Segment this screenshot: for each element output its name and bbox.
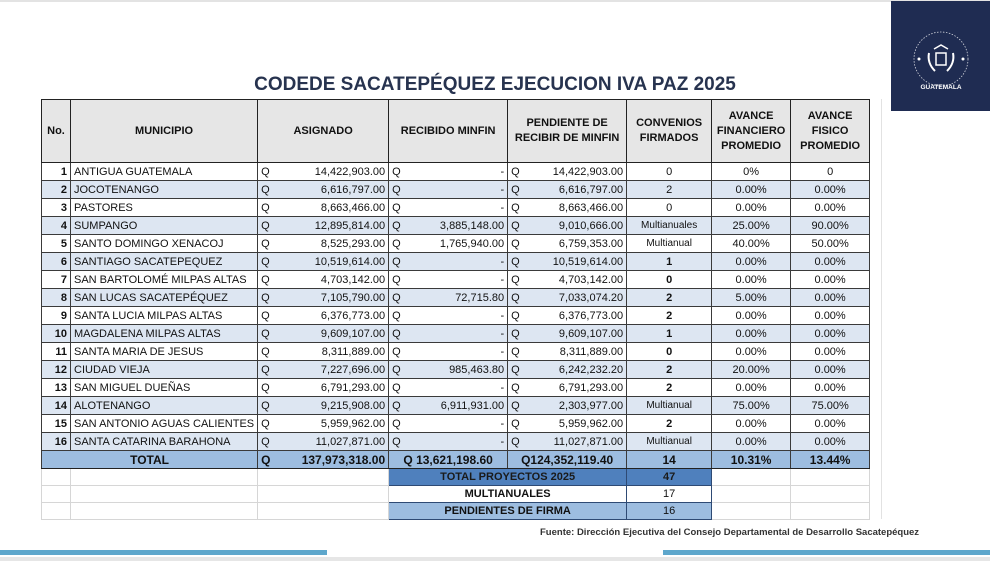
- row-number: 6: [42, 253, 71, 271]
- avance-fisico-value: 0.00%: [791, 307, 870, 325]
- municipio-name: SANTA MARIA DE JESUS: [71, 343, 258, 361]
- currency-symbol: Q: [258, 307, 275, 325]
- asignado-value: 7,227,696.00: [274, 361, 389, 379]
- currency-symbol: Q: [258, 271, 275, 289]
- summary-value: 17: [627, 486, 712, 503]
- total-recibido: Q 13,621,198.60: [389, 451, 508, 469]
- recibido-value: -: [405, 181, 508, 199]
- currency-symbol: Q: [389, 397, 406, 415]
- asignado-value: 8,525,293.00: [274, 235, 389, 253]
- top-border: [0, 0, 990, 2]
- municipio-name: SANTA LUCIA MILPAS ALTAS: [71, 307, 258, 325]
- asignado-value: 10,519,614.00: [274, 253, 389, 271]
- municipio-name: PASTORES: [71, 199, 258, 217]
- recibido-value: -: [405, 379, 508, 397]
- municipio-name: SANTIAGO SACATEPEQUEZ: [71, 253, 258, 271]
- header-municipio: MUNICIPIO: [71, 100, 258, 163]
- row-number: 2: [42, 181, 71, 199]
- avance-financiero-value: 75.00%: [712, 397, 791, 415]
- row-number: 9: [42, 307, 71, 325]
- avance-financiero-value: 0.00%: [712, 307, 791, 325]
- avance-financiero-value: 0.00%: [712, 199, 791, 217]
- table-row: [42, 325, 870, 343]
- currency-symbol: Q: [258, 325, 275, 343]
- header-no: No.: [42, 100, 71, 163]
- convenios-value: Multianuales: [627, 217, 712, 235]
- avance-financiero-value: 0.00%: [712, 325, 791, 343]
- asignado-value: 14,422,903.00: [274, 163, 389, 181]
- pendiente-value: 8,311,889.00: [524, 343, 627, 361]
- currency-symbol: Q: [508, 235, 525, 253]
- pendiente-value: 6,791,293.00: [524, 379, 627, 397]
- avance-fisico-value: 0.00%: [791, 379, 870, 397]
- asignado-value: 6,376,773.00: [274, 307, 389, 325]
- avance-financiero-value: 0.00%: [712, 415, 791, 433]
- page-title: [0, 74, 990, 96]
- currency-symbol: Q: [258, 343, 275, 361]
- table-row: [42, 361, 870, 379]
- avance-financiero-value: 0.00%: [712, 343, 791, 361]
- currency-symbol: Q: [508, 199, 525, 217]
- currency-symbol: Q: [258, 397, 275, 415]
- avance-fisico-value: 50.00%: [791, 235, 870, 253]
- row-number: 3: [42, 199, 71, 217]
- empty-cell: [42, 469, 71, 486]
- convenios-value: 0: [627, 163, 712, 181]
- currency-symbol: Q: [258, 451, 275, 469]
- currency-symbol: Q: [258, 379, 275, 397]
- avance-financiero-value: 40.00%: [712, 235, 791, 253]
- table-row: [42, 181, 870, 199]
- asignado-value: 6,616,797.00: [274, 181, 389, 199]
- asignado-value: 11,027,871.00: [274, 433, 389, 451]
- municipio-name: MAGDALENA MILPAS ALTAS: [71, 325, 258, 343]
- currency-symbol: Q: [508, 361, 525, 379]
- convenios-value: Multianual: [627, 397, 712, 415]
- recibido-value: 3,885,148.00: [405, 217, 508, 235]
- currency-symbol: Q: [508, 379, 525, 397]
- total-pendiente: Q124,352,119.40: [508, 451, 627, 469]
- pendiente-value: 6,376,773.00: [524, 307, 627, 325]
- avance-financiero-value: 0.00%: [712, 379, 791, 397]
- convenios-value: 2: [627, 307, 712, 325]
- page-title-text: CODEDE SACATEPÉQUEZ EJECUCION IVA PAZ 2025: [254, 74, 736, 95]
- convenios-value: 1: [627, 253, 712, 271]
- total-avance-financiero: 10.31%: [712, 451, 791, 469]
- table-row: [42, 397, 870, 415]
- convenios-value: Multianual: [627, 433, 712, 451]
- row-number: 11: [42, 343, 71, 361]
- currency-symbol: Q: [508, 325, 525, 343]
- row-number: 10: [42, 325, 71, 343]
- sheet-gridline: [881, 99, 882, 519]
- recibido-value: -: [405, 163, 508, 181]
- currency-symbol: Q: [258, 163, 275, 181]
- currency-symbol: Q: [508, 253, 525, 271]
- summary-row-pendientes-firma: [42, 503, 870, 520]
- currency-symbol: Q: [508, 415, 525, 433]
- currency-symbol: Q: [389, 163, 406, 181]
- total-avance-fisico: 13.44%: [791, 451, 870, 469]
- municipio-name: SANTA CATARINA BARAHONA: [71, 433, 258, 451]
- pendiente-value: 6,242,232.20: [524, 361, 627, 379]
- recibido-value: 72,715.80: [405, 289, 508, 307]
- table-row: [42, 271, 870, 289]
- asignado-value: 7,105,790.00: [274, 289, 389, 307]
- currency-symbol: Q: [258, 415, 275, 433]
- currency-symbol: Q: [258, 199, 275, 217]
- currency-symbol: Q: [258, 433, 275, 451]
- summary-label: TOTAL PROYECTOS 2025: [389, 469, 627, 486]
- currency-symbol: Q: [389, 217, 406, 235]
- table-row: [42, 199, 870, 217]
- recibido-value: -: [405, 307, 508, 325]
- avance-fisico-value: 0.00%: [791, 343, 870, 361]
- avance-fisico-value: 0.00%: [791, 415, 870, 433]
- currency-symbol: Q: [508, 307, 525, 325]
- header-recibido: RECIBIDO MINFIN: [389, 100, 508, 163]
- svg-text:GUATEMALA: GUATEMALA: [920, 84, 962, 91]
- accent-bar-left: [0, 550, 327, 555]
- currency-symbol: Q: [389, 271, 406, 289]
- municipio-name: CIUDAD VIEJA: [71, 361, 258, 379]
- avance-financiero-value: 25.00%: [712, 217, 791, 235]
- table-row: [42, 289, 870, 307]
- pendiente-value: 8,663,466.00: [524, 199, 627, 217]
- avance-fisico-value: 0.00%: [791, 433, 870, 451]
- recibido-value: 1,765,940.00: [405, 235, 508, 253]
- empty-cell: [71, 486, 258, 503]
- asignado-value: 4,703,142.00: [274, 271, 389, 289]
- table-row: [42, 253, 870, 271]
- currency-symbol: Q: [389, 181, 406, 199]
- row-number: 14: [42, 397, 71, 415]
- asignado-value: 12,895,814.00: [274, 217, 389, 235]
- empty-cell: [42, 503, 71, 520]
- recibido-value: 6,911,931.00: [405, 397, 508, 415]
- currency-symbol: Q: [389, 235, 406, 253]
- header-pendiente: PENDIENTE DE RECIBIR DE MINFIN: [508, 100, 627, 163]
- currency-symbol: Q: [389, 253, 406, 271]
- row-number: 4: [42, 217, 71, 235]
- asignado-value: 9,215,908.00: [274, 397, 389, 415]
- total-label: TOTAL: [42, 451, 258, 469]
- empty-cell: [258, 469, 389, 486]
- empty-cell: [71, 469, 258, 486]
- currency-symbol: Q: [389, 433, 406, 451]
- avance-fisico-value: 0.00%: [791, 181, 870, 199]
- currency-symbol: Q: [508, 181, 525, 199]
- empty-cell: [712, 503, 791, 520]
- accent-bar-right: [663, 550, 990, 555]
- header-avance-fisico: AVANCE FISICO PROMEDIO: [791, 100, 870, 163]
- summary-row-total-proyectos: [42, 469, 870, 486]
- empty-cell: [791, 469, 870, 486]
- row-number: 8: [42, 289, 71, 307]
- convenios-value: Multianual: [627, 235, 712, 253]
- row-number: 7: [42, 271, 71, 289]
- convenios-value: 0: [627, 199, 712, 217]
- empty-cell: [712, 469, 791, 486]
- convenios-value: 1: [627, 325, 712, 343]
- municipio-name: ANTIGUA GUATEMALA: [71, 163, 258, 181]
- recibido-value: -: [405, 271, 508, 289]
- currency-symbol: Q: [258, 361, 275, 379]
- source-note: Fuente: Dirección Ejecutiva del Consejo Departamental de Desarrollo Sacatepéquez: [540, 527, 920, 538]
- avance-financiero-value: 0.00%: [712, 181, 791, 199]
- avance-financiero-value: 0.00%: [712, 253, 791, 271]
- empty-cell: [712, 486, 791, 503]
- municipio-name: SAN ANTONIO AGUAS CALIENTES: [71, 415, 258, 433]
- convenios-value: 0: [627, 343, 712, 361]
- avance-fisico-value: 0: [791, 163, 870, 181]
- execution-table: [41, 99, 870, 520]
- bottom-border: [0, 557, 990, 561]
- asignado-value: 9,609,107.00: [274, 325, 389, 343]
- convenios-value: 0: [627, 271, 712, 289]
- total-convenios: 14: [627, 451, 712, 469]
- table-row: [42, 433, 870, 451]
- currency-symbol: Q: [508, 343, 525, 361]
- table-row: [42, 235, 870, 253]
- currency-symbol: Q: [508, 163, 525, 181]
- pendiente-value: 11,027,871.00: [524, 433, 627, 451]
- currency-symbol: Q: [508, 217, 525, 235]
- total-asignado: 137,973,318.00: [274, 451, 389, 469]
- row-number: 1: [42, 163, 71, 181]
- summary-label: PENDIENTES DE FIRMA: [389, 503, 627, 520]
- currency-symbol: Q: [389, 379, 406, 397]
- summary-value: 16: [627, 503, 712, 520]
- pendiente-value: 14,422,903.00: [524, 163, 627, 181]
- avance-fisico-value: 75.00%: [791, 397, 870, 415]
- avance-financiero-value: 20.00%: [712, 361, 791, 379]
- currency-symbol: Q: [258, 253, 275, 271]
- table-row: [42, 307, 870, 325]
- recibido-value: -: [405, 433, 508, 451]
- table-row: [42, 343, 870, 361]
- table-row: [42, 379, 870, 397]
- pendiente-value: 9,010,666.00: [524, 217, 627, 235]
- table-row: [42, 163, 870, 181]
- currency-symbol: Q: [389, 361, 406, 379]
- avance-fisico-value: 0.00%: [791, 271, 870, 289]
- municipio-name: SAN BARTOLOMÉ MILPAS ALTAS: [71, 271, 258, 289]
- empty-cell: [71, 503, 258, 520]
- empty-cell: [258, 503, 389, 520]
- avance-fisico-value: 0.00%: [791, 361, 870, 379]
- avance-fisico-value: 90.00%: [791, 217, 870, 235]
- avance-fisico-value: 0.00%: [791, 325, 870, 343]
- table-row: [42, 415, 870, 433]
- avance-financiero-value: 0%: [712, 163, 791, 181]
- header-asignado: ASIGNADO: [258, 100, 389, 163]
- avance-fisico-value: 0.00%: [791, 253, 870, 271]
- recibido-value: -: [405, 415, 508, 433]
- recibido-value: -: [405, 199, 508, 217]
- avance-financiero-value: 0.00%: [712, 433, 791, 451]
- convenios-value: 2: [627, 289, 712, 307]
- currency-symbol: Q: [389, 199, 406, 217]
- currency-symbol: Q: [258, 217, 275, 235]
- asignado-value: 5,959,962.00: [274, 415, 389, 433]
- convenios-value: 2: [627, 415, 712, 433]
- municipio-name: SAN MIGUEL DUEÑAS: [71, 379, 258, 397]
- row-number: 15: [42, 415, 71, 433]
- currency-symbol: Q: [508, 433, 525, 451]
- pendiente-value: 6,616,797.00: [524, 181, 627, 199]
- convenios-value: 2: [627, 181, 712, 199]
- empty-cell: [791, 503, 870, 520]
- row-number: 12: [42, 361, 71, 379]
- currency-symbol: Q: [258, 289, 275, 307]
- summary-value: 47: [627, 469, 712, 486]
- empty-cell: [42, 486, 71, 503]
- pendiente-value: 9,609,107.00: [524, 325, 627, 343]
- pendiente-value: 7,033,074.20: [524, 289, 627, 307]
- summary-row-multianuales: [42, 486, 870, 503]
- row-number: 13: [42, 379, 71, 397]
- pendiente-value: 10,519,614.00: [524, 253, 627, 271]
- row-number: 16: [42, 433, 71, 451]
- currency-symbol: Q: [389, 289, 406, 307]
- recibido-value: 985,463.80: [405, 361, 508, 379]
- municipio-name: JOCOTENANGO: [71, 181, 258, 199]
- currency-symbol: Q: [389, 307, 406, 325]
- header-convenios: CONVENIOS FIRMADOS: [627, 100, 712, 163]
- pendiente-value: 6,759,353.00: [524, 235, 627, 253]
- municipio-name: SAN LUCAS SACATEPÉQUEZ: [71, 289, 258, 307]
- avance-fisico-value: 0.00%: [791, 289, 870, 307]
- municipio-name: SUMPANGO: [71, 217, 258, 235]
- pendiente-value: 4,703,142.00: [524, 271, 627, 289]
- municipio-name: ALOTENANGO: [71, 397, 258, 415]
- table-row: [42, 217, 870, 235]
- avance-financiero-value: 5.00%: [712, 289, 791, 307]
- recibido-value: -: [405, 253, 508, 271]
- header-avance-financiero: AVANCE FINANCIERO PROMEDIO: [712, 100, 791, 163]
- recibido-value: -: [405, 325, 508, 343]
- recibido-value: -: [405, 343, 508, 361]
- currency-symbol: Q: [389, 343, 406, 361]
- currency-symbol: Q: [389, 325, 406, 343]
- municipio-name: SANTO DOMINGO XENACOJ: [71, 235, 258, 253]
- summary-label: MULTIANUALES: [389, 486, 627, 503]
- asignado-value: 8,311,889.00: [274, 343, 389, 361]
- avance-financiero-value: 0.00%: [712, 271, 791, 289]
- empty-cell: [258, 486, 389, 503]
- avance-fisico-value: 0.00%: [791, 199, 870, 217]
- currency-symbol: Q: [508, 397, 525, 415]
- pendiente-value: 5,959,962.00: [524, 415, 627, 433]
- asignado-value: 6,791,293.00: [274, 379, 389, 397]
- currency-symbol: Q: [508, 271, 525, 289]
- convenios-value: 2: [627, 361, 712, 379]
- pendiente-value: 2,303,977.00: [524, 397, 627, 415]
- asignado-value: 8,663,466.00: [274, 199, 389, 217]
- convenios-value: 2: [627, 379, 712, 397]
- table-header-row: [42, 100, 870, 163]
- currency-symbol: Q: [258, 181, 275, 199]
- currency-symbol: Q: [258, 235, 275, 253]
- currency-symbol: Q: [389, 415, 406, 433]
- currency-symbol: Q: [508, 289, 525, 307]
- row-number: 5: [42, 235, 71, 253]
- total-row: [42, 451, 870, 469]
- table-body: [42, 163, 870, 451]
- empty-cell: [791, 486, 870, 503]
